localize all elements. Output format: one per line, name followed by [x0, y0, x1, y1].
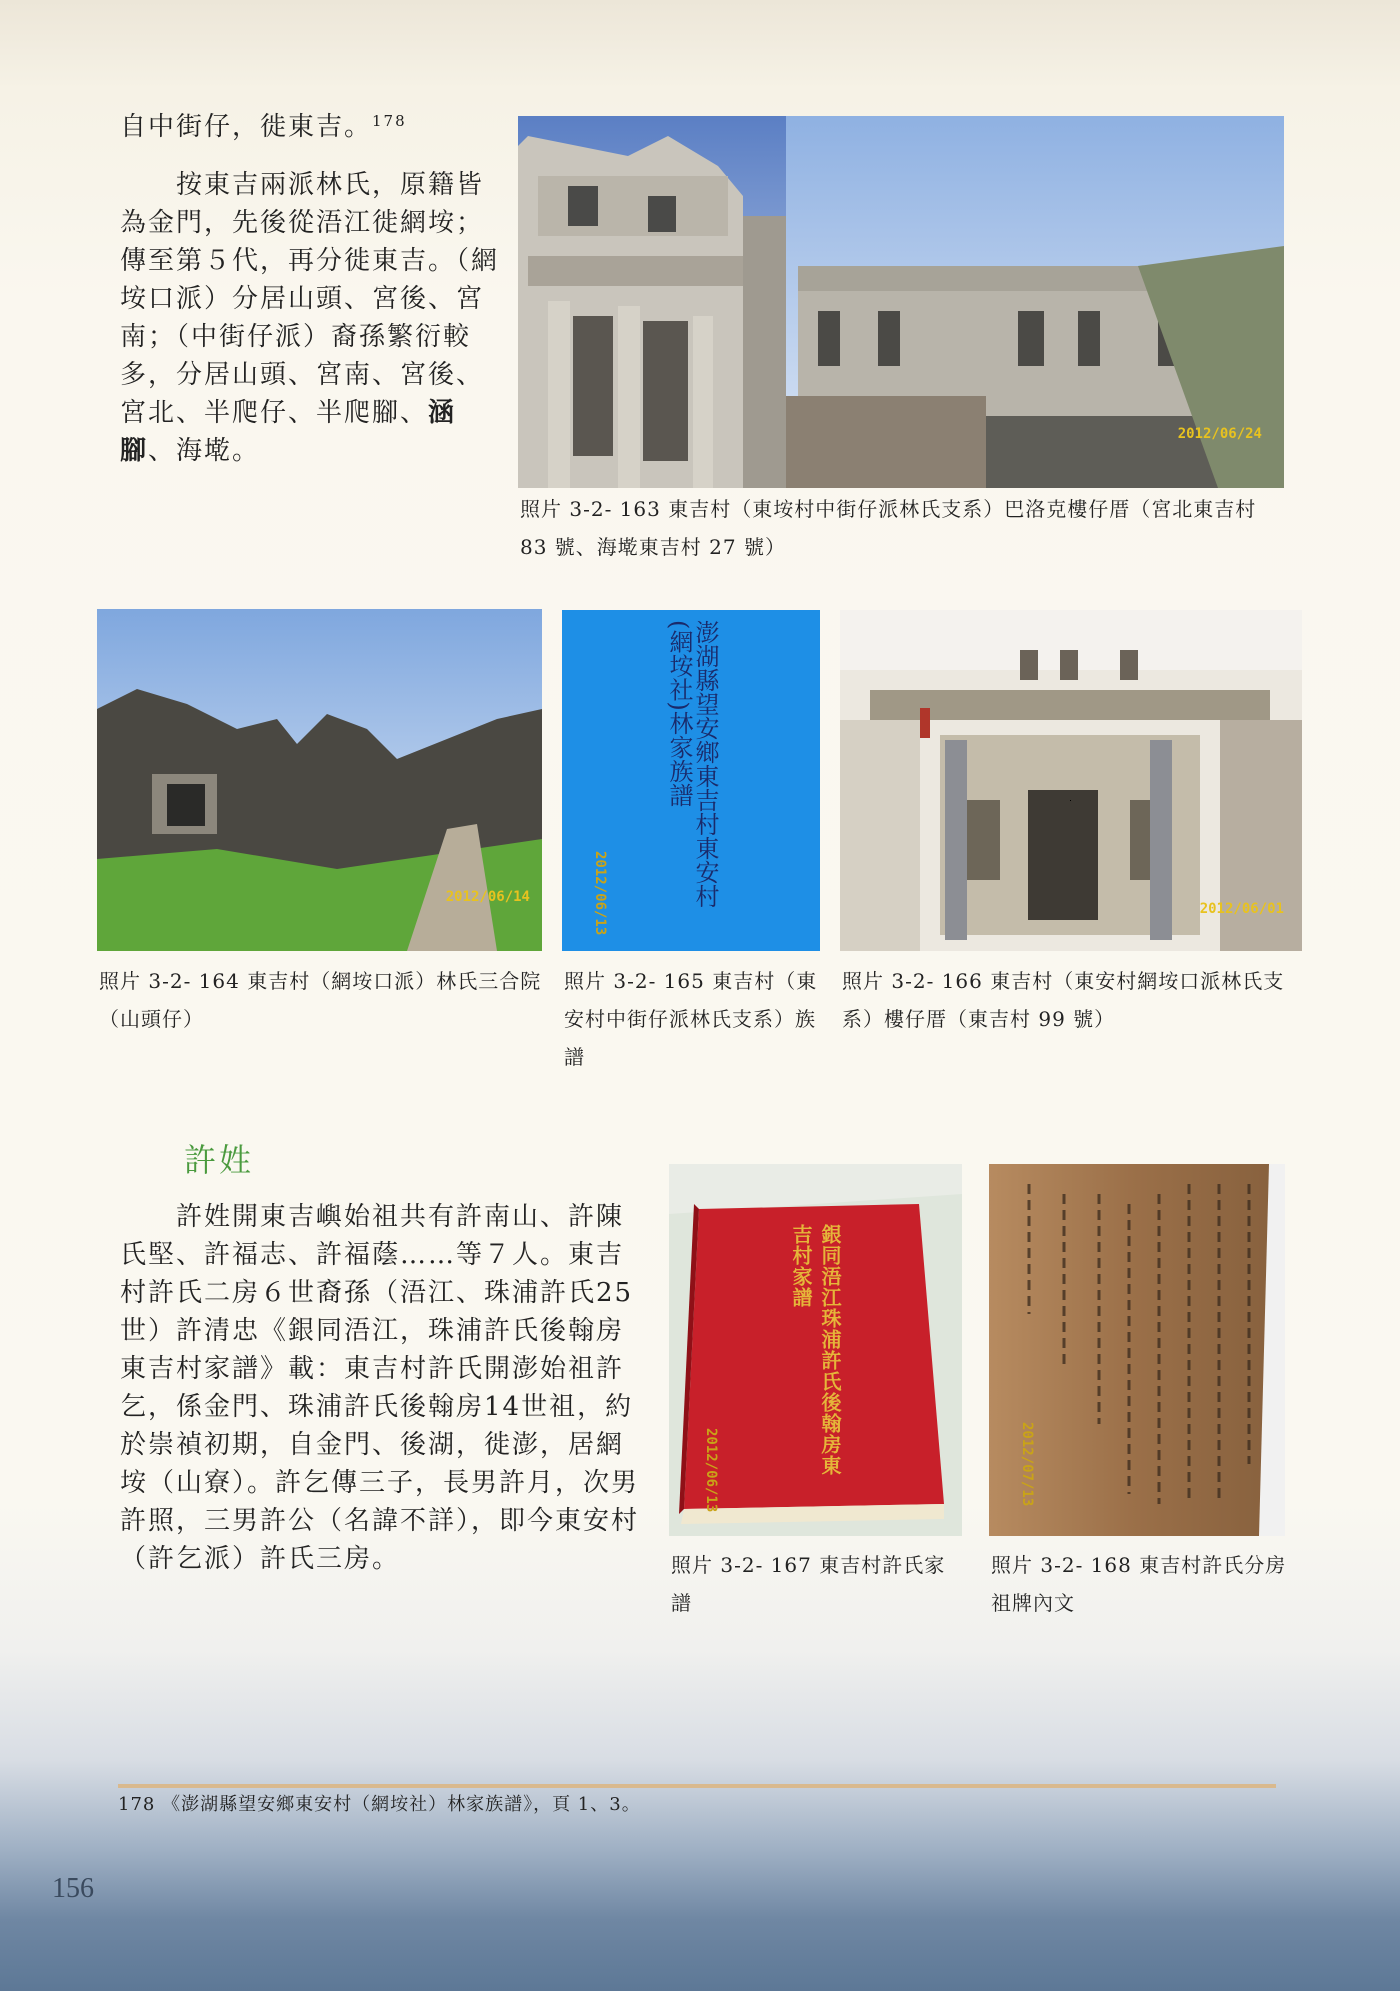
- photo-165: [562, 610, 820, 951]
- photo-166: [840, 610, 1302, 951]
- paragraph-lin-bold-place: 涵腳: [120, 398, 457, 466]
- text-line-first-body: 自中街仔，徙東吉。: [120, 112, 373, 142]
- photo-166-image: [840, 610, 1302, 951]
- caption-164: 照片 3-2- 164 東吉村（網垵口派）林氏三合院（山頭仔）: [99, 969, 542, 1031]
- photo-167: [669, 1164, 962, 1536]
- section-heading-xu: 許姓: [184, 1141, 255, 1179]
- red-book-title: 銀同浯江珠浦許氏後翰房東吉村家譜: [789, 1224, 842, 1476]
- book-cover-text: 澎湖縣望安鄉東吉村東安村(網垵社)林家族譜: [665, 620, 719, 908]
- page-number: 156: [52, 1873, 94, 1904]
- footnote-178: 178 《澎湖縣望安鄉東安村（網垵社）林家族譜》，頁 1、3。: [118, 1794, 641, 1815]
- text-line-first: [120, 108, 500, 146]
- paragraph-lin-text-b: 、海墘。: [148, 436, 261, 466]
- photo-166-datestamp: 2012/06/01: [1199, 901, 1284, 917]
- photo-163: [518, 116, 1284, 488]
- photo-163-datestamp: 2012/06/24: [1177, 426, 1262, 442]
- footnote-ref[interactable]: 178: [372, 112, 407, 130]
- caption-167: 照片 3-2- 167 東吉村許氏家譜: [671, 1553, 946, 1615]
- photo-164-datestamp: 2012/06/14: [445, 889, 530, 905]
- photo-165-datestamp: 2012/06/13: [592, 850, 608, 935]
- paragraph-xu-clan: 許姓開東吉嶼始祖共有許南山、許陳氏堅、許福志、許福蔭……等７人。東吉村許氏二房６世裔孫（浯江、珠浦許氏25世）許清忠《銀同浯江，珠浦許氏後翰房東吉村家譜》載：東吉村許氏開澎始祖許乞，係金門、珠浦許氏後翰房14世祖，約於崇禎初期，自金門、後湖，徙澎，居網垵（山寮）。許乞傳三子，長男許月，次男許照，三男許公（名諱不詳），即今東安村（許乞派）許氏三房。: [120, 1202, 640, 1574]
- photo-168: [989, 1164, 1285, 1536]
- caption-165: 照片 3-2- 165 東吉村（東安村中街仔派林氏支系）族譜: [564, 969, 818, 1069]
- paragraph-lin-clan: [120, 166, 500, 470]
- caption-163: 照片 3-2- 163 東吉村（東垵村中街仔派林氏支系）巴洛克樓仔厝（宮北東吉村 83 號、海墘東吉村 27 號）: [520, 497, 1257, 559]
- photo-167-datestamp: 2012/06/13: [703, 1427, 719, 1512]
- paragraph-lin-text-a: 按東吉兩派林氏，原籍皆為金門，先後從浯江徙網垵；傳至第５代，再分徙東吉。（網垵口派）分居山頭、宮後、宮南；（中街仔派）裔孫繁衍較多，分居山頭、宮南、宮後、宮北、半爬仔、半爬腳、: [120, 170, 500, 428]
- photo-168-datestamp: 2012/07/13: [1019, 1421, 1035, 1506]
- footnote-divider: [118, 1784, 1276, 1788]
- photo-163-image: [518, 116, 1284, 488]
- caption-168: 照片 3-2- 168 東吉村許氏分房祖牌內文: [991, 1553, 1287, 1615]
- caption-166: 照片 3-2- 166 東吉村（東安村網垵口派林氏支系）樓仔厝（東吉村 99 號）: [842, 969, 1285, 1031]
- photo-164: [97, 609, 542, 951]
